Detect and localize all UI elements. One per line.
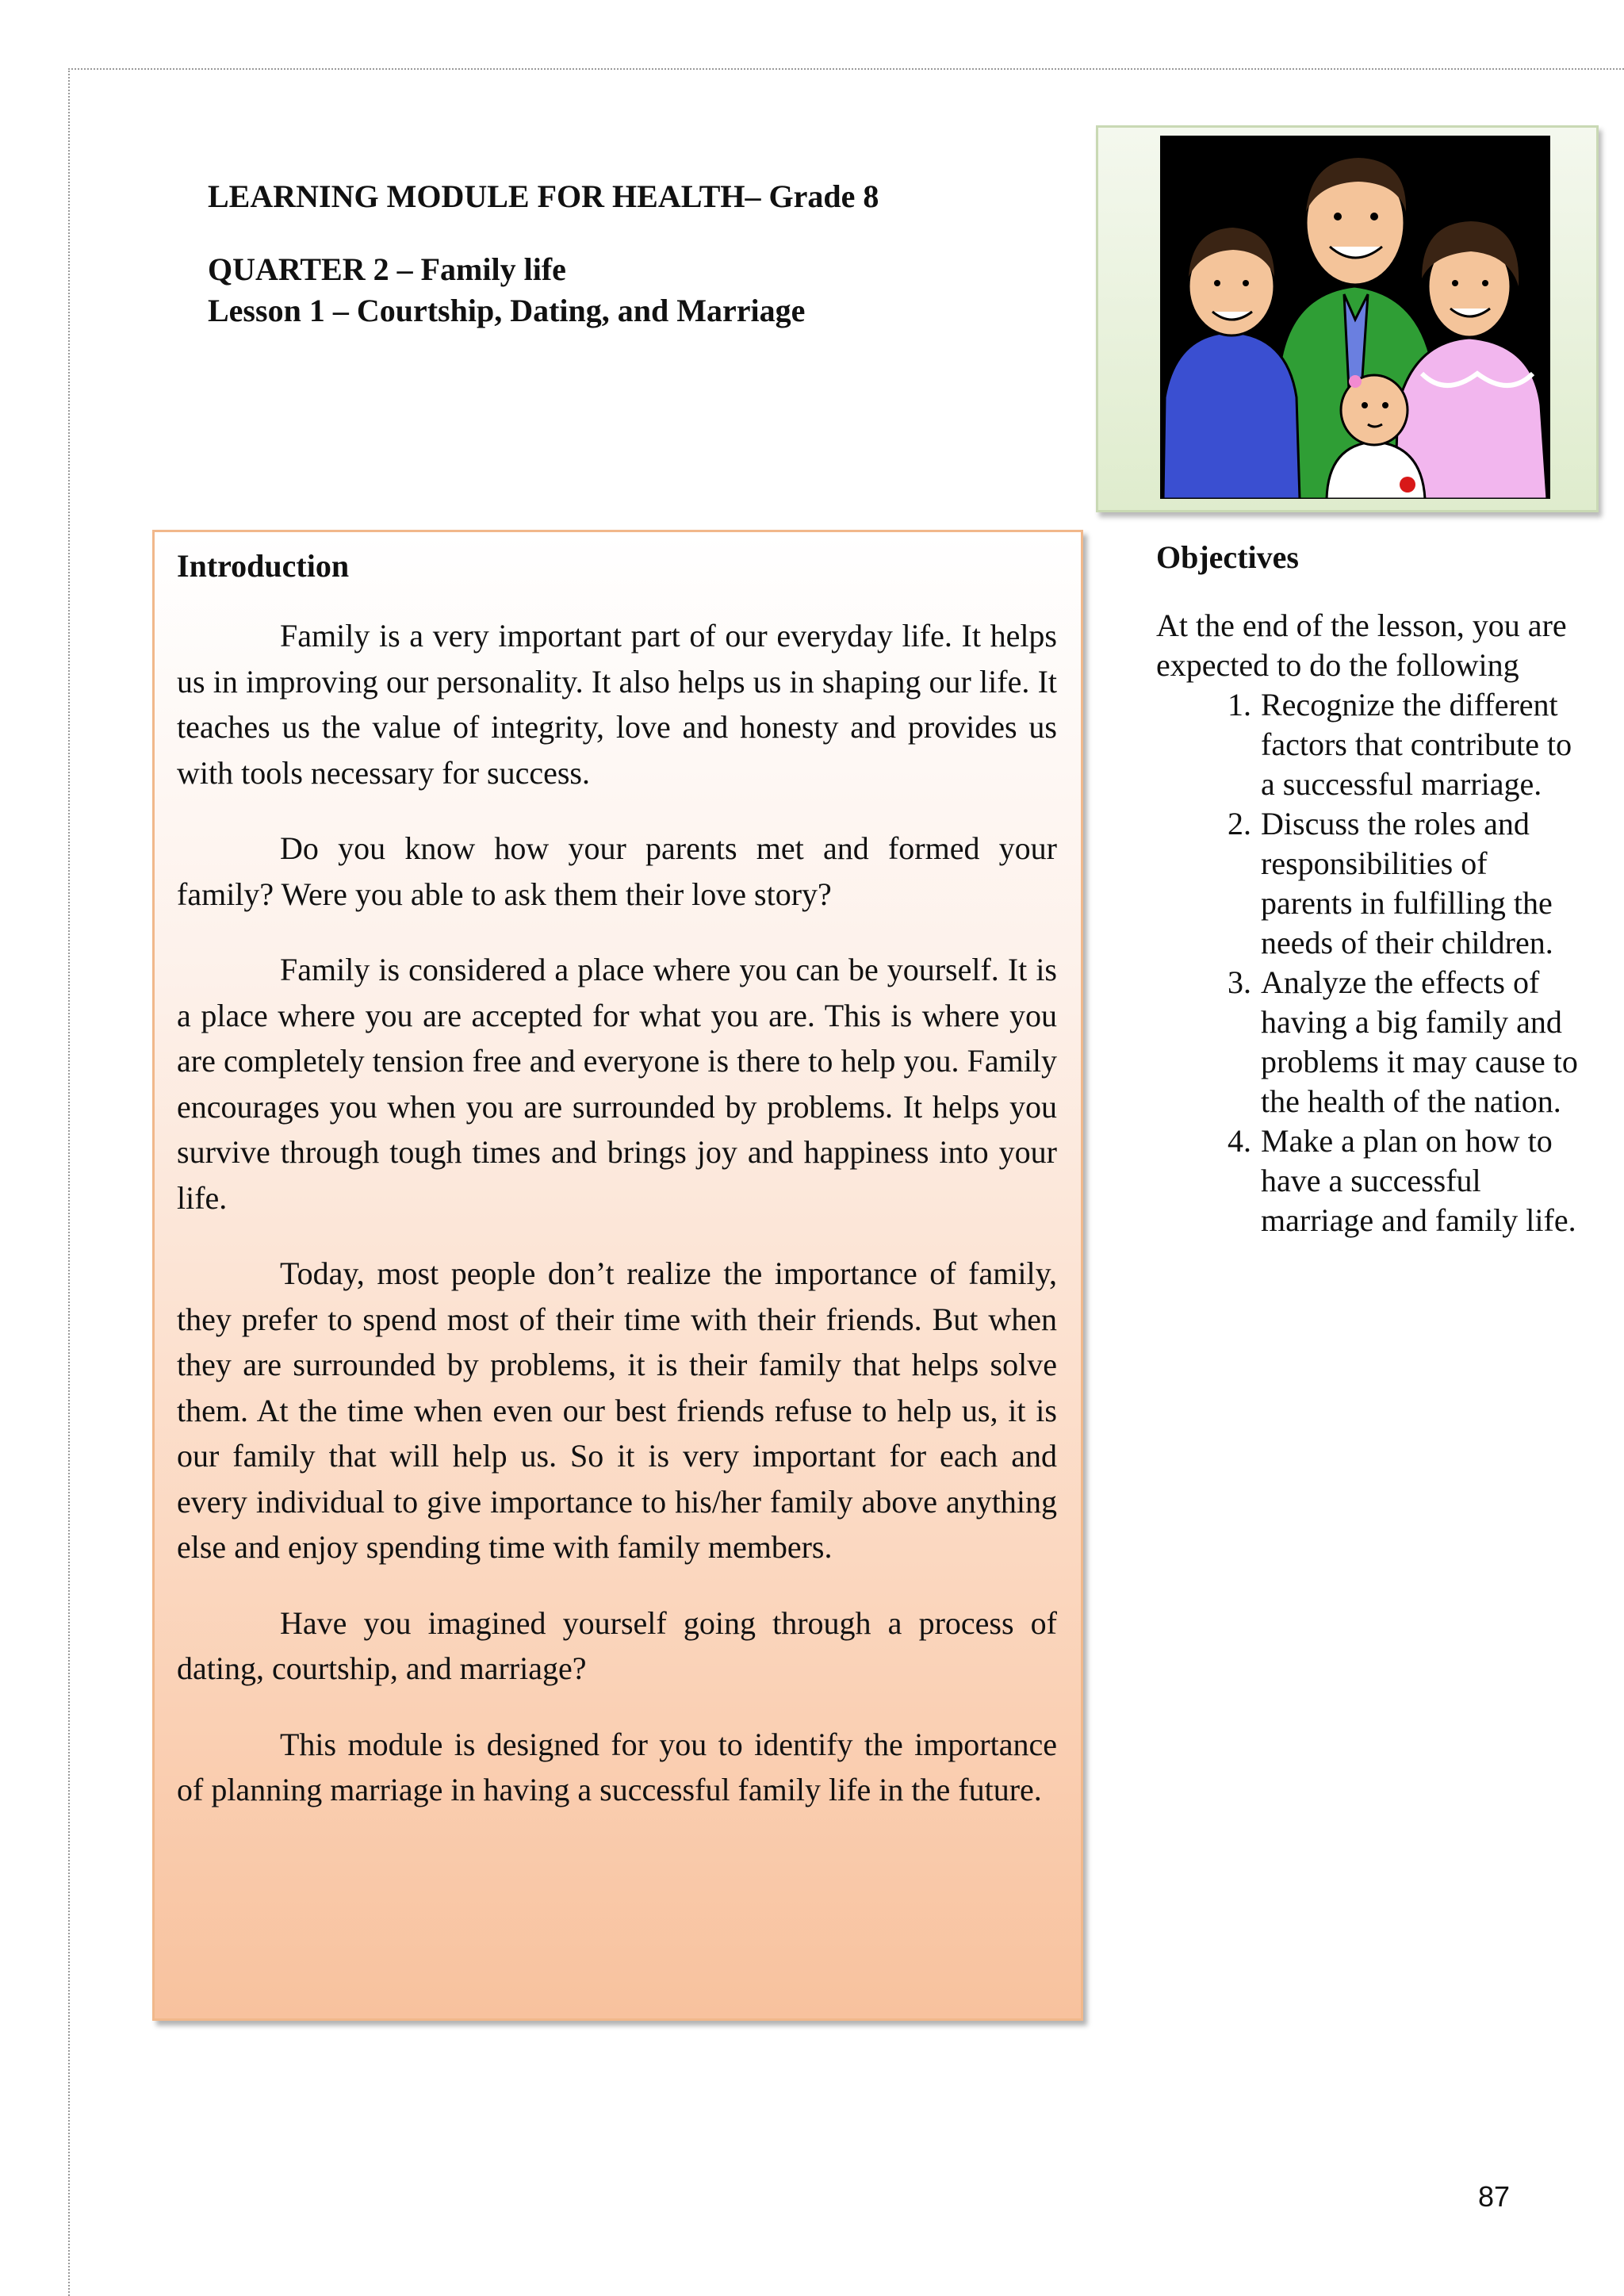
- family-portrait-illustration: [1160, 136, 1550, 499]
- page-number: 87: [1478, 2180, 1511, 2213]
- objective-item: [1156, 685, 1624, 804]
- objective-number: 4.: [1228, 1123, 1251, 1159]
- introduction-paragraph: Family is a very important part of our everyday life. It helps us in improving our personality. It also helps us in shaping our life. It teaches us the value of integrity, love and honesty and provides us with tools necessary for success.: [177, 618, 1057, 791]
- objective-line: problems it may cause to: [1261, 1044, 1578, 1079]
- introduction-box: [152, 530, 1083, 2021]
- objective-item: [1156, 804, 1624, 963]
- page-top-border: [68, 68, 1624, 70]
- objective-line: the health of the nation.: [1261, 1083, 1561, 1119]
- objective-item: [1156, 1121, 1624, 1240]
- objective-line: factors that contribute to: [1261, 726, 1572, 762]
- introduction-paragraph: This module is designed for you to identify the importance of planning marriage in having a successful family life in the future.: [177, 1726, 1057, 1807]
- introduction-paragraph: Family is considered a place where you can be yourself. It is a place where you are accepted for what you are. This is where you are completely tension free and everyone is there to help you. Family encourages you when you are surrounded by problems. It helps you survive through tough times and brings joy and happiness into your life.: [177, 952, 1057, 1216]
- objectives-heading: Objectives: [1156, 539, 1299, 575]
- objectives-section: [1156, 536, 1624, 1240]
- objective-line: parents in fulfilling the: [1261, 885, 1553, 921]
- objective-line: needs of their children.: [1261, 925, 1553, 960]
- quarter-title: QUARTER 2 – Family life: [208, 251, 566, 287]
- introduction-paragraph: Do you know how your parents met and formed your family? Were you able to ask them their love story?: [177, 830, 1057, 912]
- objectives-lead: At the end of the lesson, you are expected to do the following: [1156, 608, 1567, 683]
- introduction-paragraph: Have you imagined yourself going through a process of dating, courtship, and marriage?: [177, 1604, 1057, 1686]
- lesson-title: Lesson 1 – Courtship, Dating, and Marriage: [208, 293, 806, 328]
- objective-line: Make a plan on how to: [1261, 1123, 1553, 1159]
- module-title: LEARNING MODULE FOR HEALTH– Grade 8: [208, 178, 879, 214]
- objective-line: marriage and family life.: [1261, 1202, 1576, 1238]
- objective-text: [1261, 1121, 1624, 1240]
- objective-item: [1156, 963, 1624, 1121]
- objective-number: 3.: [1228, 964, 1251, 1000]
- objective-line: Discuss the roles and: [1261, 806, 1530, 841]
- family-picture-frame: [1096, 125, 1599, 512]
- objective-text: [1261, 963, 1624, 1121]
- objective-line: Recognize the different: [1261, 687, 1558, 723]
- objective-line: a successful marriage.: [1261, 766, 1542, 802]
- objective-line: responsibilities of: [1261, 845, 1488, 881]
- objective-number: 2.: [1228, 806, 1251, 841]
- objective-number: 1.: [1228, 687, 1251, 723]
- objective-text: [1261, 685, 1624, 804]
- objective-line: Analyze the effects of: [1261, 964, 1540, 1000]
- introduction-paragraph: Today, most people don’t realize the importance of family, they prefer to spend most of their time with their friends. But when they are surrounded by problems, it is their family that helps solve them. At the time when even our best friends refuse to help us, it is our family that will help us. So it is very important for each and every individual to give importance to his/her family above anything else and enjoy spending time with family members.: [177, 1255, 1057, 1565]
- objective-text: [1261, 804, 1624, 963]
- module-header: [208, 176, 1048, 332]
- page-left-border: [68, 68, 70, 2296]
- introduction-heading: Introduction: [177, 548, 350, 584]
- objectives-list: [1156, 685, 1624, 1240]
- objective-line: having a big family and: [1261, 1004, 1562, 1040]
- objective-line: have a successful: [1261, 1163, 1481, 1198]
